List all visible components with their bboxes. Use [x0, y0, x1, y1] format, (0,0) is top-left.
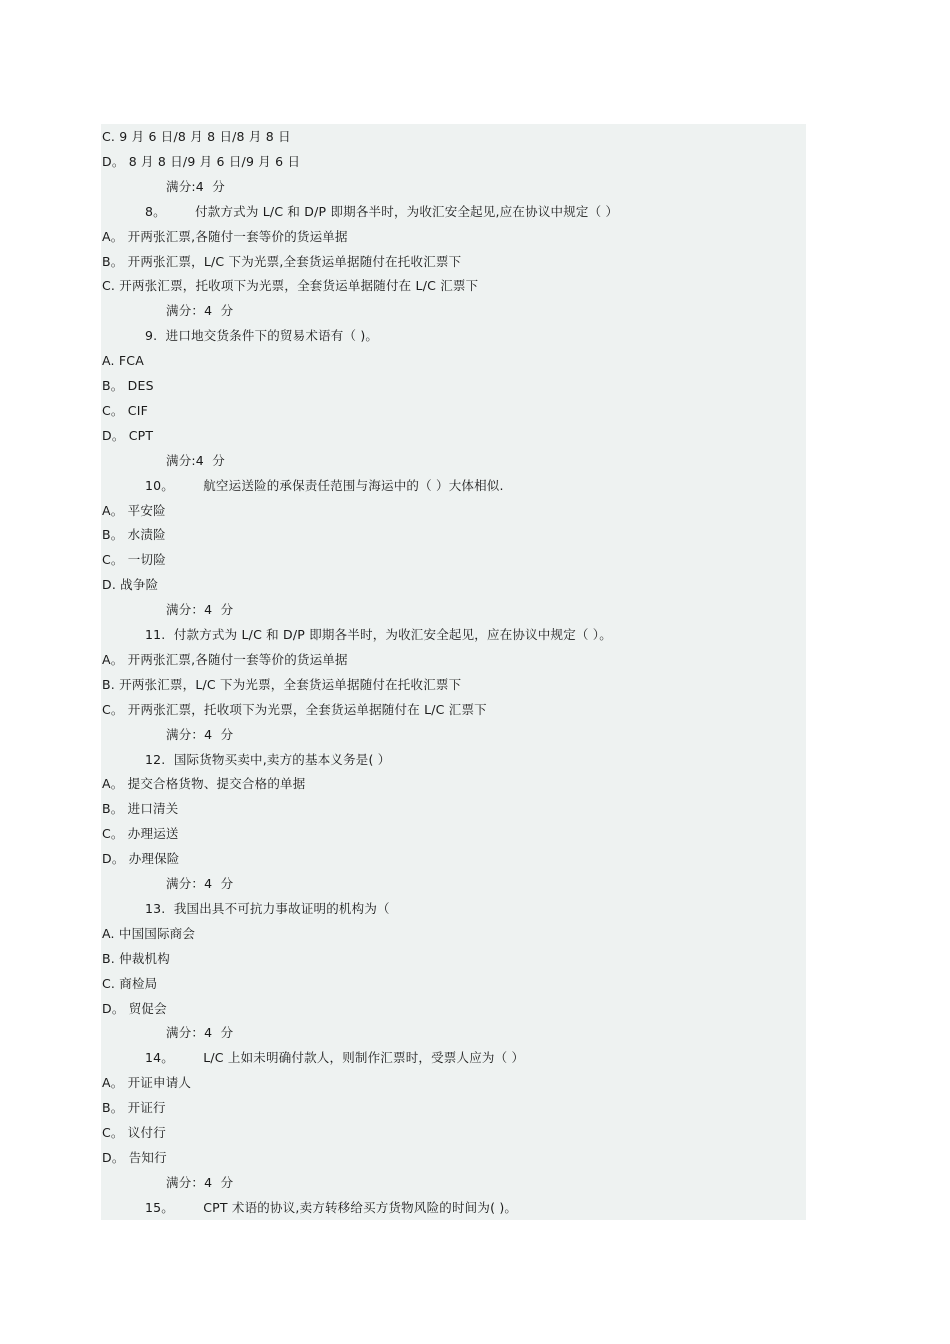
answer-option: C。 议付行 [102, 1125, 166, 1140]
answer-option: C. 开两张汇票，托收项下为光票，全套货运单据随付在 L/C 汇票下 [102, 278, 479, 294]
score-line: 满分：4 分 [166, 1025, 234, 1041]
question-stem: 10。 航空运送险的承保责任范围与海运中的（ ）大体相似. [145, 477, 504, 493]
answer-option: C. 9 月 6 日/8 月 8 日/8 月 8 日 [102, 129, 291, 144]
answer-option: B。 开证行 [102, 1100, 166, 1116]
question-stem: 11. 付款方式为 L/C 和 D/P 即期各半时，为收汇安全起见，应在协议中规定（ ）。 [145, 627, 612, 642]
answer-option: D。 办理保险 [102, 851, 180, 867]
score-line: 满分：4 分 [166, 303, 234, 319]
question-stem: 13. 我国出具不可抗力事故证明的机构为（ [145, 900, 390, 916]
answer-option: A。 开两张汇票,各随付一套等价的货运单据 [102, 228, 348, 244]
answer-option: B。 进口清关 [102, 801, 179, 817]
question-stem: 9. 进口地交货条件下的贸易术语有（ )。 [145, 328, 379, 344]
answer-option: B。 DES [102, 378, 154, 393]
answer-option: D。 CPT [102, 427, 154, 443]
answer-option: C。 开两张汇票，托收项下为光票，全套货运单据随付在 L/C 汇票下 [102, 701, 487, 717]
answer-option: D。 贸促会 [102, 1000, 167, 1016]
answer-option: C。 办理运送 [102, 826, 179, 842]
score-line: 满分:4 分 [166, 178, 226, 194]
score-line: 满分：4 分 [166, 1174, 234, 1190]
score-line: 满分：4 分 [166, 602, 234, 618]
answer-option: B。 开两张汇票，L/C 下为光票,全套货运单据随付在托收汇票下 [102, 253, 462, 269]
score-line: 满分：4 分 [166, 726, 234, 742]
answer-option: B. 仲裁机构 [102, 950, 170, 966]
answer-option: D. 战争险 [102, 577, 159, 593]
answer-option: D。 告知行 [102, 1149, 167, 1165]
question-stem: 8。 付款方式为 L/C 和 D/P 即期各半时，为收汇安全起见,应在协议中规定（ ） [145, 203, 619, 219]
answer-option: A。 开证申请人 [102, 1075, 192, 1091]
question-stem: 12. 国际货物买卖中,卖方的基本义务是( ） [145, 751, 391, 767]
answer-option: C。 一切险 [102, 552, 166, 568]
score-line: 满分:4 分 [166, 452, 226, 468]
answer-option: B。 水渍险 [102, 527, 166, 543]
question-stem: 14。 L/C 上如未明确付款人，则制作汇票时，受票人应为（ ） [145, 1050, 525, 1066]
answer-option: B. 开两张汇票，L/C 下为光票，全套货运单据随付在托收汇票下 [102, 676, 462, 692]
answer-option: A. 中国国际商会 [102, 925, 196, 941]
answer-option: D。 8 月 8 日/9 月 6 日/9 月 6 日 [102, 153, 301, 169]
answer-option: C. 商检局 [102, 975, 158, 991]
answer-option: A。 平安险 [102, 502, 166, 518]
answer-option: A。 开两张汇票,各随付一套等价的货运单据 [102, 651, 348, 667]
answer-option: C。 CIF [102, 402, 149, 418]
question-stem: 15。 CPT 术语的协议,卖方转移给买方货物风险的时间为( )。 [145, 1199, 518, 1215]
answer-option: A. FCA [102, 353, 144, 369]
answer-option: A。 提交合格货物、提交合格的单据 [102, 776, 306, 792]
score-line: 满分：4 分 [166, 876, 234, 891]
